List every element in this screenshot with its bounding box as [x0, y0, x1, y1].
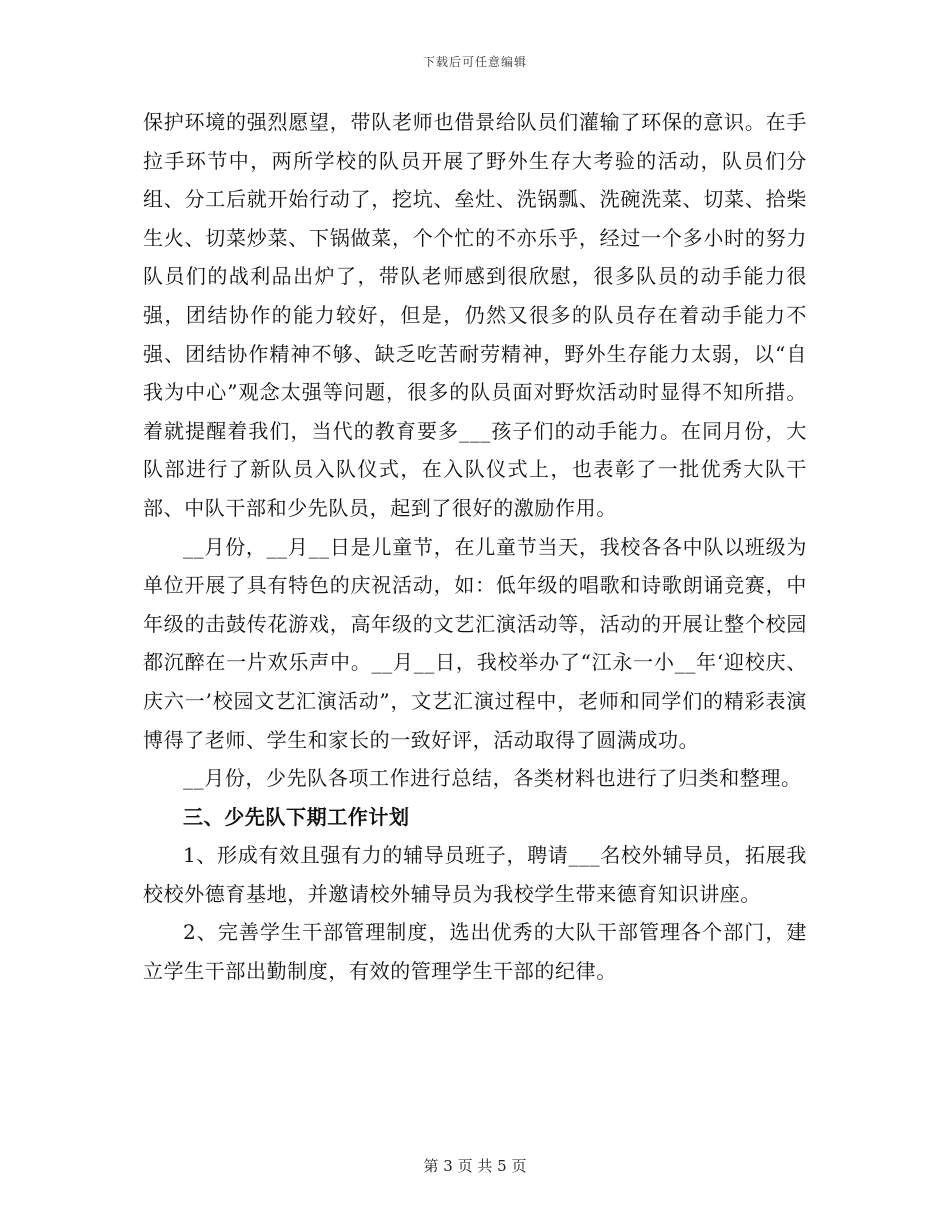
section-heading: 三、少先队下期工作计划 [183, 804, 410, 829]
paragraph-continuation: 保护环境的强烈愿望，带队老师也借景给队员们灌输了环保的意识。在手拉手环节中，两所学校的队员开展了野外生存大考验的活动，队员们分组、分工后就开始行动了，挖坑、垒灶、洗锅瓢、洗碗洗菜、切菜、拾柴生火、切菜炒菜、下锅做菜，个个忙的不亦乐乎，经过一个多小时的努力队员们的战利品出炉了，带队老师感到很欣慰，很多队员的动手能力很强，团结协作的能力较好，但是，仍然又很多的队员存在着动手能力不强、团结协作精神不够、缺乏吃苦耐劳精神，野外生存能力太弱，以“自我为中心”观念太强等问题，很多的队员面对野炊活动时显得不知所措。着就提醒着我们，当代的教育要多___孩子们的动手能力。在同月份，大队部进行了新队员入队仪式，在入队仪式上，也表彰了一批优秀大队干部、中队干部和少先队员，起到了很好的激励作用。 [143, 110, 807, 520]
document-body [143, 103, 807, 991]
paragraph-summary: __月份，少先队各项工作进行总结，各类材料也进行了归类和整理。 [183, 766, 802, 791]
plan-item-2: 2、完善学生干部管理制度，选出优秀的大队干部管理各个部门，建立学生干部出勤制度，有效的管理学生干部的纪律。 [143, 920, 807, 984]
plan-item-1: 1、形成有效且强有力的辅导员班子，聘请___名校外辅导员，拓展我校校外德育基地，并邀请校外辅导员为我校学生带来德育知识讲座。 [143, 843, 807, 906]
page-footer-indicator: 第 3 页 共 5 页 [423, 1157, 527, 1175]
page-header-note: 下载后可任意编辑 [422, 55, 527, 69]
paragraph-childrens-day: __月份，__月__日是儿童节，在儿童节当天，我校各各中队以班级为单位开展了具有特色的庆祝活动，如：低年级的唱歌和诗歌朗诵竞赛，中年级的击鼓传花游戏，高年级的文艺汇演活动等，活动的开展让整个校园都沉醉在一片欢乐声中。__月__日，我校举办了“江永一小__年‘迎校庆、庆六一’校园文艺汇演活动”，文艺汇演过程中，老师和同学们的精彩表演博得了老师、学生和家长的一致好评，活动取得了圆满成功。 [143, 534, 807, 752]
